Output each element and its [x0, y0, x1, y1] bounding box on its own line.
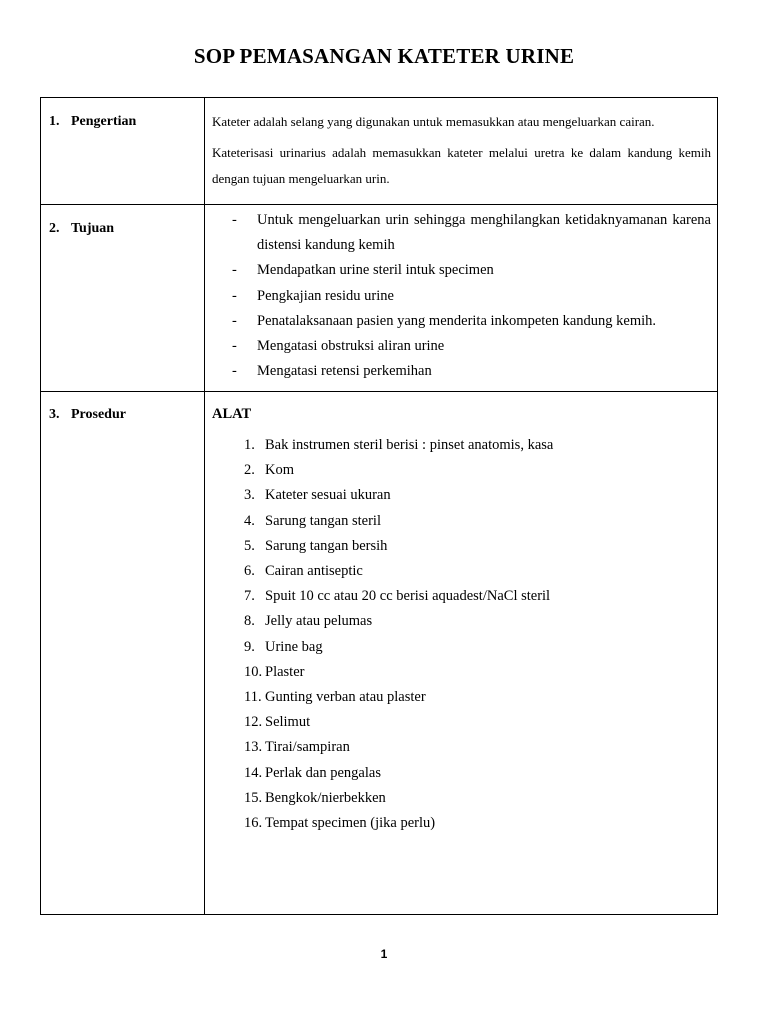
equipment-item-text: Gunting verban atau plaster	[265, 689, 426, 706]
dash-bullet: -	[232, 338, 237, 355]
section-label-cell	[41, 392, 205, 915]
equipment-item	[212, 559, 711, 584]
section-label	[41, 205, 204, 237]
equipment-item-text: Tirai/sampiran	[265, 739, 350, 756]
equipment-item-text: Selimut	[265, 714, 311, 731]
section-content-cell	[205, 392, 718, 915]
equipment-item-text: Bak instrumen steril berisi : pinset anatomis, kasa	[265, 437, 554, 453]
dash-bullet: -	[232, 212, 237, 228]
definition-paragraph: Kateterisasi urinarius adalah memasukkan kateter melalui uretra ke dalam kandung kemih dengan tujuan mengeluarkan urin.	[212, 145, 711, 186]
section-content-cell	[205, 98, 718, 205]
equipment-item-number: 3.	[244, 487, 255, 504]
equipment-item	[212, 609, 711, 634]
section-title: Pengertian	[71, 114, 137, 129]
document-title: SOP PEMASANGAN KATETER URINE	[193, 44, 575, 68]
section-row-prosedur	[41, 392, 718, 915]
section-row-pengertian	[41, 98, 718, 205]
sop-table	[40, 97, 718, 915]
equipment-item-number: 13.	[244, 739, 263, 756]
section-number: 1.	[49, 114, 60, 129]
definition-paragraph: Kateter adalah selang yang digunakan untuk memasukkan atau mengeluarkan cairan.	[212, 114, 655, 129]
dash-bullet: -	[232, 262, 237, 279]
equipment-item-text: Bengkok/nierbekken	[265, 789, 386, 806]
equipment-item	[212, 761, 711, 786]
equipment-list	[212, 433, 711, 836]
equipment-heading: ALAT	[212, 406, 252, 422]
equipment-item-number: 7.	[244, 588, 255, 605]
equipment-item-text: Kateter sesuai ukuran	[265, 487, 391, 504]
equipment-item	[212, 685, 711, 710]
purpose-item-text: Mendapatkan urine steril intuk specimen	[257, 262, 494, 279]
purpose-item	[212, 258, 711, 283]
dash-bullet: -	[232, 287, 237, 304]
section-title: Prosedur	[71, 407, 126, 422]
section-label	[41, 98, 204, 130]
equipment-item	[212, 660, 711, 685]
section-number: 2.	[49, 221, 60, 236]
equipment-item-number: 9.	[244, 638, 255, 655]
equipment-item	[212, 710, 711, 735]
equipment-item-text: Plaster	[265, 663, 305, 680]
equipment-item-number: 8.	[244, 613, 255, 630]
equipment-item	[212, 786, 711, 811]
equipment-item-text: Jelly atau pelumas	[265, 613, 373, 630]
section-label-cell	[41, 205, 205, 392]
equipment-item-number: 16.	[244, 815, 263, 832]
equipment-item	[212, 811, 711, 836]
equipment-item-number: 4.	[244, 512, 255, 529]
equipment-item-number: 5.	[244, 537, 255, 554]
purpose-item	[212, 334, 711, 359]
equipment-item-text: Tempat specimen (jika perlu)	[265, 815, 436, 832]
purpose-item-text: Mengatasi obstruksi aliran urine	[257, 338, 445, 355]
purpose-item	[212, 359, 711, 384]
equipment-item-number: 10.	[244, 663, 263, 680]
equipment-item	[212, 635, 711, 660]
section-content-cell	[205, 205, 718, 392]
equipment-item	[212, 735, 711, 760]
equipment-item	[212, 534, 711, 559]
equipment-item	[212, 483, 711, 508]
page-number: 1	[380, 947, 388, 961]
purpose-list	[212, 208, 711, 384]
section-number: 3.	[49, 407, 60, 422]
equipment-item-text: Kom	[265, 462, 294, 479]
section-title: Tujuan	[71, 221, 115, 236]
purpose-item	[212, 284, 711, 309]
equipment-item-text: Cairan antiseptic	[265, 563, 363, 580]
purpose-item	[212, 309, 711, 334]
section-label	[41, 392, 204, 423]
section-row-tujuan	[41, 205, 718, 392]
equipment-item-number: 11.	[244, 689, 262, 706]
equipment-item-number: 1.	[244, 437, 255, 453]
dash-bullet: -	[232, 312, 237, 329]
section-label-cell	[41, 98, 205, 205]
dash-bullet: -	[232, 363, 237, 380]
equipment-item-text: Sarung tangan bersih	[265, 537, 388, 554]
equipment-item-number: 6.	[244, 563, 255, 580]
equipment-item-text: Sarung tangan steril	[265, 512, 381, 529]
equipment-item-text: Perlak dan pengalas	[265, 764, 381, 781]
equipment-item	[212, 458, 711, 483]
equipment-item-text: Spuit 10 cc atau 20 cc berisi aquadest/NaCl steril	[265, 588, 551, 605]
purpose-item-text: Penatalaksanaan pasien yang menderita inkompeten kandung kemih.	[257, 312, 657, 329]
equipment-item	[212, 433, 711, 458]
purpose-item-text: Untuk mengeluarkan urin sehingga menghilangkan ketidaknyamanan karena distensi kandung kemih	[257, 212, 711, 254]
equipment-item-text: Urine bag	[265, 638, 323, 655]
purpose-item	[212, 208, 711, 258]
equipment-item-number: 2.	[244, 462, 255, 479]
equipment-item	[212, 584, 711, 609]
equipment-item-number: 14.	[244, 764, 263, 781]
purpose-item-text: Mengatasi retensi perkemihan	[257, 363, 432, 380]
purpose-item-text: Pengkajian residu urine	[257, 287, 394, 304]
equipment-item-number: 12.	[244, 714, 263, 731]
equipment-item	[212, 509, 711, 534]
equipment-item-number: 15.	[244, 789, 263, 806]
